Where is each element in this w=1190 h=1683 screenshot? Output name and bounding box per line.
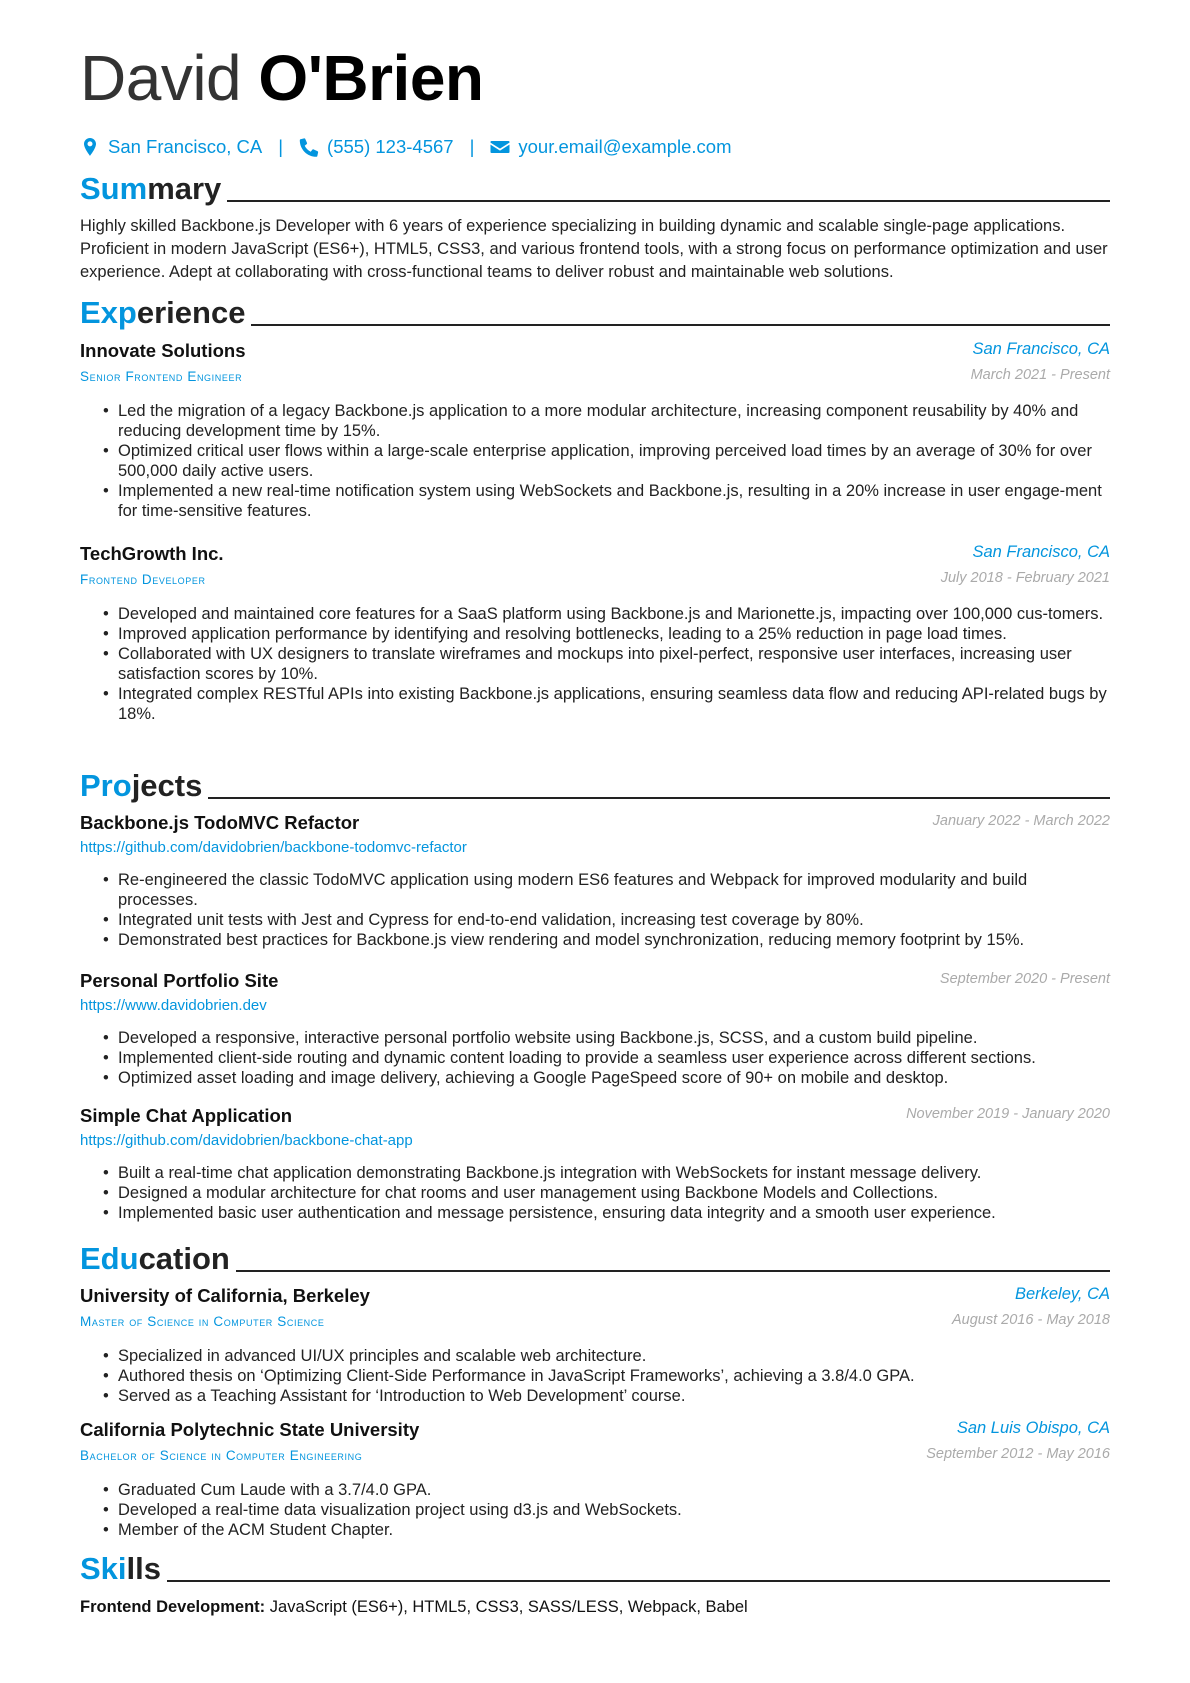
section-title: Summary — [80, 171, 222, 206]
envelope-icon — [490, 137, 510, 157]
list-item: • Member of the ACM Student Chapter. — [118, 1520, 1110, 1540]
project-bullets — [80, 1163, 1110, 1223]
map-pin-icon — [80, 137, 100, 157]
experience-bullets — [80, 401, 1110, 521]
list-item: • Re-engineered the classic TodoMVC application using modern ES6 features and Webpack for improved modularity and build processes. — [118, 870, 1110, 910]
section-divider — [227, 200, 1110, 202]
experience-title: Frontend Developer — [80, 572, 206, 587]
project-bullets — [80, 870, 1110, 950]
education-dates: August 2016 - May 2018 — [952, 1312, 1110, 1328]
list-item: • Led the migration of a legacy Backbone.js application to a more modular architecture, increasing component reusability by 40% and reducing development time by 15%. — [118, 401, 1110, 441]
project-name: Backbone.js TodoMVC Refactor — [80, 812, 360, 833]
education-location: Berkeley, CA — [1014, 1285, 1110, 1303]
section-summary — [80, 167, 1110, 207]
candidate-name — [80, 38, 484, 118]
skill-values: JavaScript (ES6+), HTML5, CSS3, SASS/LESS, Webpack, Babel — [269, 1598, 748, 1616]
first-name: David — [80, 42, 242, 114]
education-school: University of California, Berkeley — [80, 1285, 370, 1306]
contact-location — [80, 136, 262, 158]
list-item: • Integrated unit tests with Jest and Cypress for end-to-end validation, increasing test coverage by 80%. — [118, 910, 1110, 930]
education-bullets — [80, 1346, 1110, 1406]
list-item: • Built a real-time chat application demonstrating Backbone.js integration with WebSockets for instant message delivery. — [118, 1163, 1110, 1183]
section-education — [80, 1237, 1110, 1277]
education-bullets — [80, 1480, 1110, 1540]
section-skills — [80, 1547, 1110, 1587]
experience-dates: July 2018 - February 2021 — [940, 570, 1110, 586]
section-title: Skills — [80, 1551, 161, 1586]
list-item: • Specialized in advanced UI/UX principles and scalable web architecture. — [118, 1346, 1110, 1366]
section-title: Experience — [80, 295, 246, 330]
section-projects — [80, 764, 1110, 804]
experience-location: San Francisco, CA — [972, 543, 1110, 561]
section-title: Projects — [80, 768, 203, 803]
project-dates: September 2020 - Present — [939, 971, 1110, 987]
contact-separator: | — [469, 136, 475, 157]
contact-separator: | — [278, 136, 284, 157]
list-item: • Graduated Cum Laude with a 3.7/4.0 GPA. — [118, 1480, 1110, 1500]
list-item: • Developed a responsive, interactive personal portfolio website using Backbone.js, SCSS, and a custom build pipeline. — [118, 1028, 1110, 1048]
education-degree: Master of Science in Computer Science — [80, 1314, 325, 1329]
project-dates: November 2019 - January 2020 — [906, 1106, 1110, 1122]
experience-company: Innovate Solutions — [80, 340, 246, 361]
section-experience — [80, 291, 1110, 331]
section-divider — [251, 324, 1110, 326]
section-title: Education — [80, 1241, 230, 1276]
education-location: San Luis Obispo, CA — [956, 1419, 1110, 1437]
list-item: • Served as a Teaching Assistant for ‘Introduction to Web Development’ course. — [118, 1386, 1110, 1406]
experience-bullets — [80, 604, 1110, 724]
list-item: • Implemented basic user authentication and message persistence, ensuring data integrity and a smooth user experience. — [118, 1203, 1110, 1223]
project-name: Simple Chat Application — [80, 1105, 293, 1126]
education-degree: Bachelor of Science in Computer Engineering — [80, 1448, 363, 1463]
project-link[interactable]: https://github.com/davidobrien/backbone-chat-app — [80, 1132, 413, 1149]
list-item: • Demonstrated best practices for Backbone.js view rendering and model synchronization, reducing memory footprint by 15%. — [118, 930, 1110, 950]
experience-title: Senior Frontend Engineer — [80, 369, 243, 384]
location-text: San Francisco, CA — [108, 136, 263, 157]
skills-row — [80, 1596, 748, 1619]
phone-text: (555) 123-4567 — [327, 136, 454, 157]
list-item: • Designed a modular architecture for chat rooms and user management using Backbone Models and Collections. — [118, 1183, 1110, 1203]
project-name: Personal Portfolio Site — [80, 970, 279, 991]
list-item: • Implemented a new real-time notification system using WebSockets and Backbone.js, resulting in a 20% increase in user engage-ment for time-sensitive features. — [118, 481, 1110, 521]
project-dates: January 2022 - March 2022 — [932, 813, 1110, 829]
experience-company: TechGrowth Inc. — [80, 543, 224, 564]
contact-email[interactable] — [490, 136, 731, 158]
phone-icon — [299, 137, 319, 157]
list-item: • Authored thesis on ‘Optimizing Client-Side Performance in JavaScript Frameworks’, achieving a 3.8/4.0 GPA. — [118, 1366, 1110, 1386]
list-item: • Implemented client-side routing and dynamic content loading to provide a seamless user experience across different sections. — [118, 1048, 1110, 1068]
list-item: • Optimized asset loading and image delivery, achieving a Google PageSpeed score of 90+ on mobile and desktop. — [118, 1068, 1110, 1088]
list-item: • Collaborated with UX designers to translate wireframes and mockups into pixel-perfect, responsive user interfaces, increasing user satisfaction scores by 10%. — [118, 644, 1110, 684]
project-bullets — [80, 1028, 1110, 1088]
contact-phone[interactable] — [299, 136, 454, 158]
skill-category: Frontend Development: — [80, 1598, 266, 1616]
last-name: O'Brien — [258, 42, 484, 114]
summary-text: Highly skilled Backbone.js Developer with 6 years of experience specializing in building dynamic and scalable single-page applications. Proficient in modern JavaScript (ES6+), HTML5, CSS3, and various frontend tools, with a strong focus on performance optimization and user experience. Adept at collaborating with cross-functional teams to deliver robust and maintainable web solutions. — [80, 217, 1108, 281]
list-item: • Optimized critical user flows within a large-scale enterprise application, improving perceived load times by an average of 30% for over 500,000 daily active users. — [118, 441, 1110, 481]
list-item: • Developed and maintained core features for a SaaS platform using Backbone.js and Marionette.js, impacting over 100,000 cus-tomers. — [118, 604, 1110, 624]
list-item: • Developed a real-time data visualization project using d3.js and WebSockets. — [118, 1500, 1110, 1520]
email-text: your.email@example.com — [518, 136, 732, 157]
education-school: California Polytechnic State University — [80, 1419, 420, 1440]
section-divider — [208, 797, 1110, 799]
education-dates: September 2012 - May 2016 — [926, 1446, 1110, 1462]
section-divider — [167, 1580, 1110, 1582]
experience-location: San Francisco, CA — [972, 340, 1110, 358]
list-item: • Integrated complex RESTful APIs into existing Backbone.js applications, ensuring seamless data flow and reducing API-related bugs by 18%. — [118, 684, 1110, 724]
project-link[interactable]: https://github.com/davidobrien/backbone-todomvc-refactor — [80, 839, 467, 856]
experience-dates: March 2021 - Present — [970, 367, 1110, 383]
section-divider — [236, 1270, 1110, 1272]
project-link[interactable]: https://www.davidobrien.dev — [80, 997, 267, 1014]
contact-bar — [80, 133, 732, 161]
list-item: • Improved application performance by identifying and resolving bottlenecks, leading to a 25% reduction in page load times. — [118, 624, 1110, 644]
